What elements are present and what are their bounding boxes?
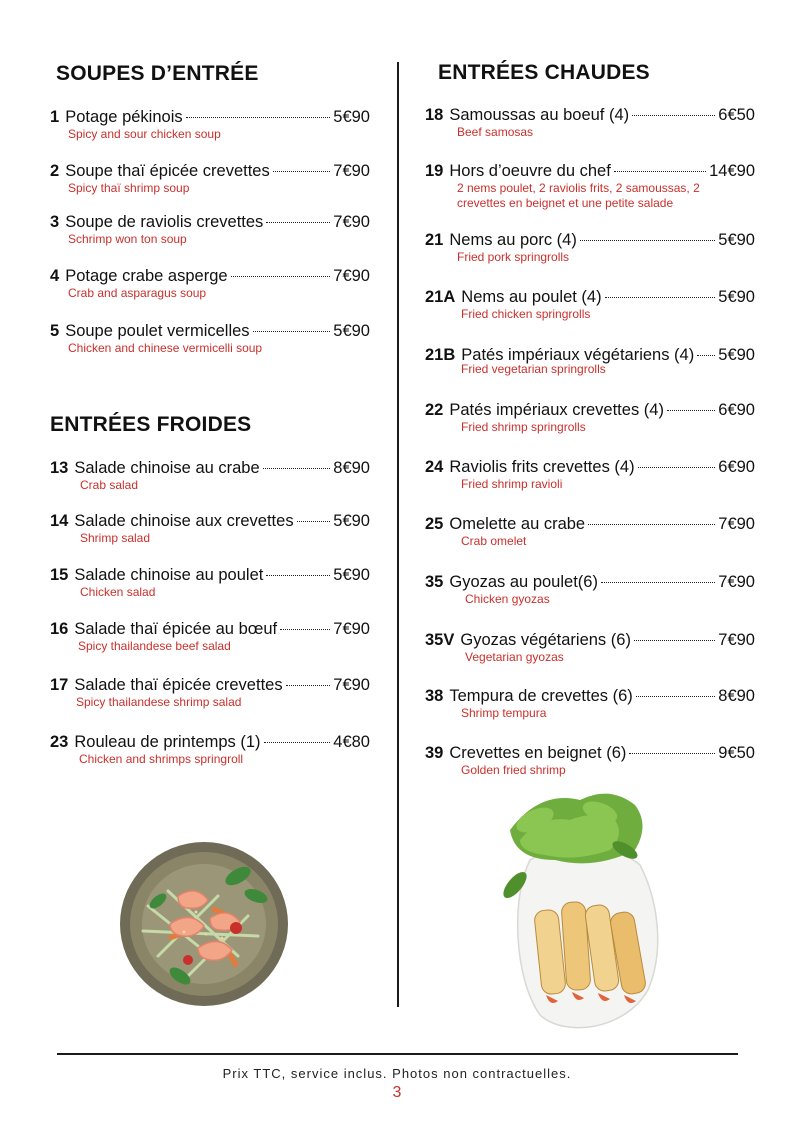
item-name: Patés impériaux végétariens (4) — [461, 346, 695, 364]
menu-item — [50, 107, 370, 142]
dot-leader — [588, 524, 715, 525]
dot-leader — [264, 742, 331, 743]
item-description: Fried pork springrolls — [457, 250, 570, 264]
item-name: Raviolis frits crevettes (4) — [449, 458, 635, 476]
item-number: 23 — [50, 733, 69, 751]
footer-note: Prix TTC, service inclus. Photos non contractuelles. — [222, 1066, 572, 1081]
dot-leader — [273, 171, 331, 172]
menu-item — [425, 457, 755, 492]
item-number: 15 — [50, 566, 69, 584]
section-title-chaudes: ENTRÉES CHAUDES — [438, 61, 650, 84]
item-number: 24 — [425, 458, 444, 476]
item-name: Salade chinoise au poulet — [74, 566, 264, 584]
item-description: Chicken and chinese vermicelli soup — [68, 341, 263, 355]
item-price: 5€90 — [718, 346, 755, 364]
item-price: 6€90 — [718, 401, 755, 419]
item-description: Fried chicken springrolls — [461, 307, 591, 321]
item-name: Gyozas végétariens (6) — [460, 631, 631, 649]
dot-leader — [186, 117, 331, 118]
item-number: 21 — [425, 231, 444, 249]
section-title-froides: ENTRÉES FROIDES — [50, 413, 252, 436]
item-number: 21A — [425, 288, 456, 306]
shrimp-salad-photo — [118, 836, 290, 1008]
item-number: 5 — [50, 322, 60, 340]
menu-item — [50, 266, 370, 301]
menu-item — [425, 400, 755, 435]
item-price: 7€90 — [718, 515, 755, 533]
menu-item — [425, 230, 755, 265]
menu-item — [50, 458, 370, 493]
item-description: Fried shrimp ravioli — [461, 477, 563, 491]
menu-item — [50, 511, 370, 546]
item-number: 16 — [50, 620, 69, 638]
dot-leader — [253, 331, 331, 332]
item-description: Spicy thailandese beef salad — [78, 639, 231, 653]
menu-item — [425, 287, 755, 322]
item-description: Spicy thailandese shrimp salad — [76, 695, 242, 709]
item-price: 6€50 — [718, 106, 755, 124]
dot-leader — [634, 640, 715, 641]
item-name: Soupe de raviolis crevettes — [65, 213, 264, 231]
item-price: 14€90 — [709, 162, 755, 180]
item-price: 5€90 — [333, 566, 370, 584]
dot-leader — [638, 467, 716, 468]
dot-leader — [667, 410, 715, 411]
menu-item — [425, 345, 755, 377]
item-name: Samoussas au boeuf (4) — [449, 106, 630, 124]
item-name: Hors d’oeuvre du chef — [449, 162, 611, 180]
dot-leader — [266, 222, 330, 223]
item-name: Tempura de crevettes (6) — [449, 687, 633, 705]
dot-leader — [614, 171, 706, 172]
item-description: Chicken salad — [80, 585, 156, 599]
column-divider — [397, 62, 399, 1007]
item-name: Patés impériaux crevettes (4) — [449, 401, 664, 419]
item-number: 17 — [50, 676, 69, 694]
item-name: Salade chinoise au crabe — [74, 459, 260, 477]
menu-item — [50, 321, 370, 356]
item-name: Nems au porc (4) — [449, 231, 577, 249]
menu-item — [50, 732, 370, 767]
item-number: 19 — [425, 162, 444, 180]
menu-item — [425, 630, 755, 665]
item-price: 7€90 — [333, 267, 370, 285]
item-number: 1 — [50, 108, 60, 126]
item-price: 8€90 — [718, 687, 755, 705]
item-number: 35V — [425, 631, 455, 649]
dot-leader — [632, 115, 715, 116]
item-number: 35 — [425, 573, 444, 591]
menu-item — [425, 743, 755, 778]
item-name: Salade thaï épicée au bœuf — [74, 620, 278, 638]
menu-item — [50, 619, 370, 654]
item-description: Crab salad — [80, 478, 139, 492]
dot-leader — [697, 355, 715, 356]
menu-item — [50, 565, 370, 600]
item-number: 4 — [50, 267, 60, 285]
item-price: 7€90 — [333, 213, 370, 231]
item-price: 5€90 — [333, 322, 370, 340]
item-description: Shrimp salad — [80, 531, 151, 545]
item-name: Potage crabe asperge — [65, 267, 228, 285]
item-number: 25 — [425, 515, 444, 533]
item-price: 8€90 — [333, 459, 370, 477]
item-number: 39 — [425, 744, 444, 762]
item-number: 2 — [50, 162, 60, 180]
menu-item — [50, 675, 370, 710]
menu-item — [425, 686, 755, 721]
page-number: 3 — [392, 1084, 402, 1101]
item-number: 18 — [425, 106, 444, 124]
dot-leader — [580, 240, 715, 241]
item-description: Beef samosas — [457, 125, 534, 139]
item-description: Spicy and sour chicken soup — [68, 127, 221, 141]
item-price: 5€90 — [718, 231, 755, 249]
item-number: 13 — [50, 459, 69, 477]
dot-leader — [629, 753, 715, 754]
item-name: Salade thaï épicée crevettes — [74, 676, 283, 694]
dot-leader — [601, 582, 715, 583]
item-description: Fried shrimp springrolls — [461, 420, 586, 434]
menu-item — [50, 212, 370, 247]
menu-item — [425, 572, 755, 607]
menu-item — [425, 105, 755, 140]
item-name: Salade chinoise aux crevettes — [74, 512, 294, 530]
item-description: Crab and asparagus soup — [68, 286, 207, 300]
item-name: Nems au poulet (4) — [461, 288, 602, 306]
item-name: Soupe thaï épicée crevettes — [65, 162, 270, 180]
item-price: 7€90 — [333, 676, 370, 694]
item-price: 5€90 — [718, 288, 755, 306]
item-description: Shrimp tempura — [461, 706, 547, 720]
item-name: Omelette au crabe — [449, 515, 586, 533]
item-price: 9€50 — [718, 744, 755, 762]
item-description: Schrimp won ton soup — [68, 232, 187, 246]
item-description: 2 nems poulet, 2 raviolis frits, 2 samoussas, 2 crevettes en beignet et une petite salade — [457, 181, 700, 210]
item-price: 7€90 — [333, 620, 370, 638]
item-description: Golden fried shrimp — [461, 763, 566, 777]
item-price: 7€90 — [718, 631, 755, 649]
item-price: 7€90 — [718, 573, 755, 591]
item-name: Gyozas au poulet(6) — [449, 573, 598, 591]
item-number: 38 — [425, 687, 444, 705]
item-description: Crab omelet — [461, 534, 527, 548]
dot-leader — [297, 521, 331, 522]
dot-leader — [286, 685, 331, 686]
item-price: 5€90 — [333, 512, 370, 530]
item-description: Spicy thaï shrimp soup — [68, 181, 190, 195]
item-price: 5€90 — [333, 108, 370, 126]
item-name: Soupe poulet vermicelles — [65, 322, 250, 340]
item-number: 3 — [50, 213, 60, 231]
item-description: Chicken gyozas — [465, 592, 550, 606]
menu-item — [425, 161, 755, 211]
item-number: 14 — [50, 512, 69, 530]
dot-leader — [280, 629, 330, 630]
item-name: Potage pékinois — [65, 108, 183, 126]
item-price: 6€90 — [718, 458, 755, 476]
item-description: Chicken and shrimps springroll — [79, 752, 244, 766]
dot-leader — [636, 696, 716, 697]
menu-item — [425, 514, 755, 549]
dot-leader — [231, 276, 331, 277]
footer-rule — [57, 1053, 738, 1055]
section-title-soupes: SOUPES D’ENTRÉE — [56, 62, 259, 85]
item-price: 7€90 — [333, 162, 370, 180]
dot-leader — [605, 297, 716, 298]
item-number: 21B — [425, 346, 456, 364]
item-number: 22 — [425, 401, 444, 419]
springrolls-photo — [490, 790, 670, 1035]
item-price: 4€80 — [333, 733, 370, 751]
menu-item — [50, 161, 370, 196]
item-description: Vegetarian gyozas — [465, 650, 564, 664]
dot-leader — [266, 575, 330, 576]
item-description: Fried vegetarian springrolls — [461, 362, 606, 376]
item-name: Rouleau de printemps (1) — [74, 733, 261, 751]
dot-leader — [263, 468, 331, 469]
item-name: Crevettes en beignet (6) — [449, 744, 627, 762]
